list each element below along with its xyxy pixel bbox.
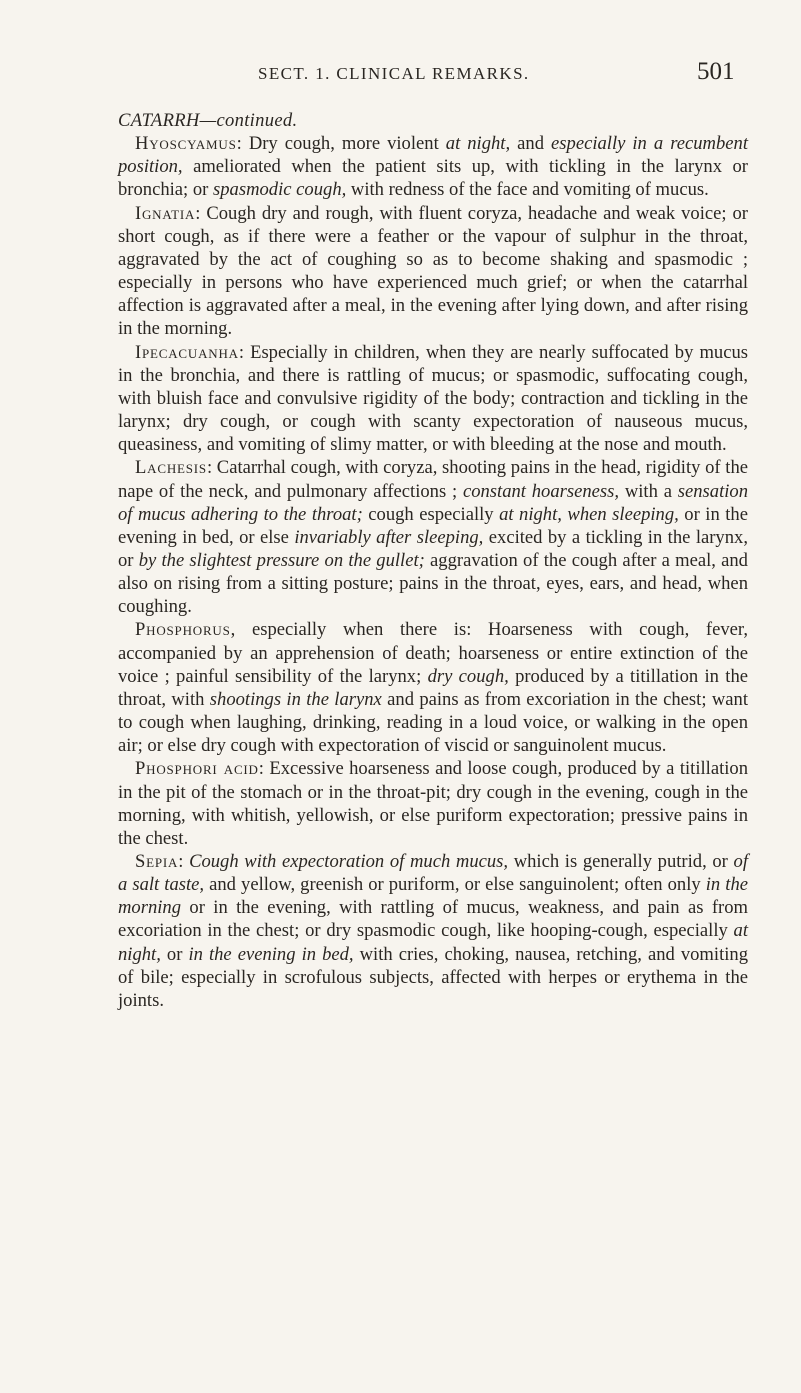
italic-phrase: especially in a recumbent position, (118, 133, 748, 178)
text-run: and yellow, greenish or puriform, or else sanguinolent; often only (204, 874, 706, 896)
running-header (0, 58, 801, 88)
text-run: or in the evening, with rattling of mucus, weakness, and pain as from excoriation in the chest; or dry spasmodic cough, like hooping-cough, especially (118, 897, 748, 942)
text-run: or (160, 943, 189, 965)
italic-phrase: in the evening in bed, (188, 943, 354, 965)
italic-phrase: by the slightest pressure on the gullet; (138, 549, 425, 571)
remedy-name: Sepia (135, 851, 179, 872)
text-run: aggravation of the cough after a meal, and also on rising from a sitting posture; pains in the throat, eyes, ears, and head, when coughing. (118, 549, 748, 618)
remedy-paragraph (118, 202, 748, 341)
text-run: with redness of the face and vomiting of mucus. (346, 179, 709, 201)
section-continued: —continued. (199, 110, 298, 131)
running-header-title: SECT. 1. CLINICAL REMARKS. (258, 64, 530, 83)
remedy-paragraph (118, 618, 748, 757)
remedy-entries (118, 132, 748, 1012)
italic-phrase: at night, (445, 133, 511, 155)
page-number: 501 (697, 58, 735, 85)
italic-phrase: at night, when sleeping, (499, 503, 679, 525)
italic-phrase: at night, (118, 920, 748, 965)
text-run: with a (619, 480, 678, 502)
text-run: : Excessive hoarseness and loose cough, produced by a titillation in the pit of the stomach or in the throat-pit; dry cough in the evening, cough in the morning, with whitish, yellowish, or else puriform expectoration; pressive pains in the chest. (118, 758, 748, 849)
text-run: : Catarrhal cough, with coryza, shooting pains in the head, rigidity of the nape of the neck, and pulmonary affections ; (118, 457, 748, 502)
remedy-paragraph (118, 456, 748, 618)
remedy-name: Phosphori acid (135, 758, 259, 780)
remedy-paragraph (118, 757, 748, 850)
text-run: : Especially in children, when they are nearly suffocated by mucus in the bronchia, and there is rattling of mucus; or spasmodic, suffocating cough, with bluish face and convulsive rigidity of the body; contraction and tickling in the larynx; dry cough, or cough with scanty expectoration of nauseous mucus, queasiness, and vomiting of slimy matter, or with bleeding at the nose and mouth. (118, 341, 748, 456)
remedy-name: Hyoscyamus (135, 133, 237, 155)
italic-phrase: shootings in the larynx (209, 688, 382, 710)
text-run: which is generally putrid, or (508, 851, 734, 872)
italic-phrase: spasmodic cough, (213, 179, 347, 201)
italic-phrase: dry cough, (427, 665, 509, 687)
remedy-paragraph (118, 850, 748, 1012)
text-run: and (510, 133, 552, 155)
italic-phrase: constant hoarseness, (462, 480, 620, 502)
text-run: excited by a tickling in the larynx, or (118, 526, 748, 571)
text-run: : Cough dry and rough, with fluent coryza, headache and weak voice; or short cough, as if there were a feather or the vapour of sulphur in the throat, aggravated by the act of coughing so as to become shaking and spasmodic ; especially in persons who have experienced much grief; or when the catarrhal affection is aggravated after a meal, in the evening after lying down, and after rising in the morning. (118, 202, 748, 340)
text-run: : Dry cough, more violent (236, 133, 446, 155)
remedy-name: Ipecacuanha (135, 341, 239, 363)
remedy-name: Ignatia (135, 202, 196, 224)
text-run: with cries, choking, nausea, retching, and vomiting of bile; especially in scrofulous subjects, affected with herpes or erythema in the joints. (118, 943, 748, 1011)
italic-phrase: invariably after sleeping, (294, 526, 484, 548)
text-run: and pains as from excoriation in the chest; want to cough when laughing, drinking, reading in a loud voice, or walking in the open air; or else dry cough with expectoration of viscid or sanguinolent mucus. (118, 688, 748, 757)
text-run: cough especially (362, 503, 500, 525)
remedy-paragraph (118, 132, 748, 201)
text-run: or in the evening in bed, or else (118, 503, 748, 548)
italic-phrase: sensation of mucus adhering to the throat; (118, 480, 748, 525)
text-run: : (178, 851, 190, 872)
remedy-paragraph (118, 341, 748, 457)
remedy-name: Lachesis (135, 457, 207, 479)
section-title: CATARRH (118, 110, 200, 131)
text-run: produced by a titillation in the throat, with (118, 665, 748, 710)
italic-phrase: of a salt taste, (118, 851, 748, 896)
italic-phrase: Cough with expectoration of much mucus, (189, 851, 509, 872)
remedy-name: Phosphorus (135, 619, 231, 641)
text-run: ameliorated when the patient sits up, with tickling in the larynx or bronchia; or (118, 156, 748, 201)
body-text (118, 109, 748, 1012)
section-heading (118, 109, 748, 132)
text-run: , especially when there is: Hoarseness with cough, fever, accompanied by an apprehension of death; hoarseness or entire extinction of the voice ; painful sensibility of the larynx; (118, 619, 748, 687)
italic-phrase: in the morning (118, 874, 748, 919)
